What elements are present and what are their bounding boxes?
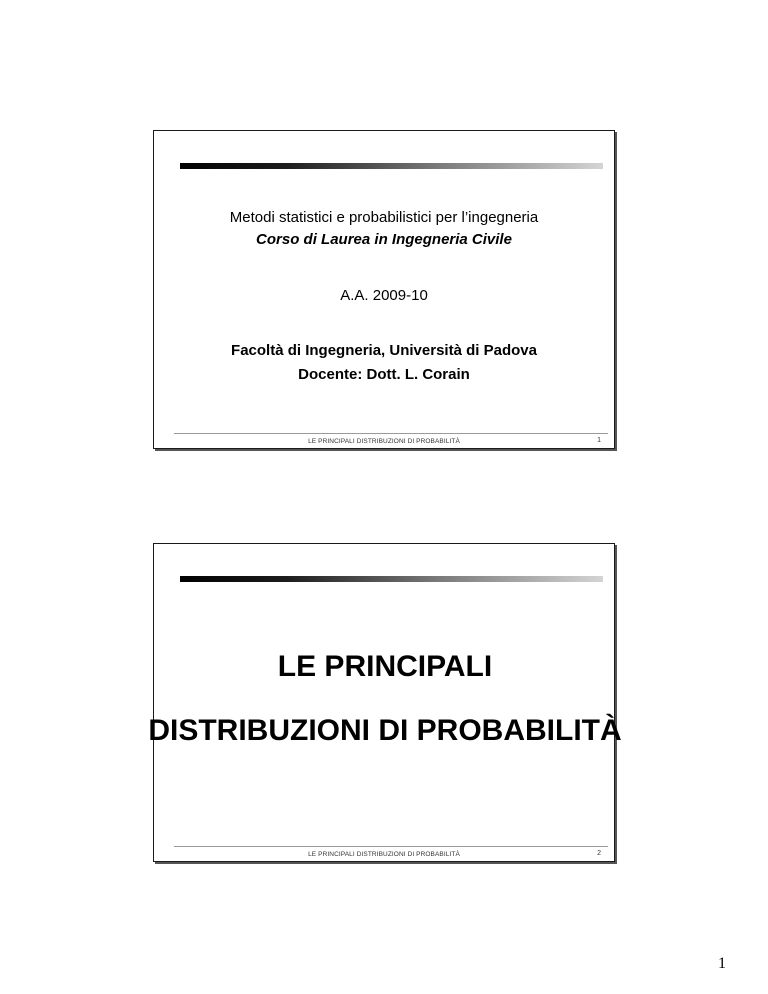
slide-number: 2 bbox=[597, 850, 601, 857]
slide-2 bbox=[148, 543, 622, 862]
footer-divider bbox=[174, 846, 608, 847]
faculty: Facoltà di Ingegneria, Università di Padova bbox=[231, 342, 537, 359]
slide-number: 1 bbox=[597, 437, 601, 444]
footer-divider bbox=[174, 433, 608, 434]
degree-course: Corso di Laurea in Ingegneria Civile bbox=[256, 231, 512, 248]
slide-title-line-2: DISTRIBUZIONI DI PROBABILITÀ bbox=[148, 714, 622, 747]
course-subject: Metodi statistici e probabilistici per l’ingegneria bbox=[229, 209, 539, 226]
title-gradient-bar bbox=[180, 576, 603, 582]
academic-year: A.A. 2009-10 bbox=[340, 287, 428, 304]
slide-footer: LE PRINCIPALI DISTRIBUZIONI DI PROBABILITÀ bbox=[308, 438, 460, 445]
slide-1 bbox=[153, 130, 615, 449]
teacher: Docente: Dott. L. Corain bbox=[298, 366, 470, 383]
title-gradient-bar bbox=[180, 163, 603, 169]
slide-title-line-1: LE PRINCIPALI bbox=[277, 650, 493, 683]
slide-footer: LE PRINCIPALI DISTRIBUZIONI DI PROBABILITÀ bbox=[308, 851, 460, 858]
page-number: 1 bbox=[718, 955, 726, 972]
